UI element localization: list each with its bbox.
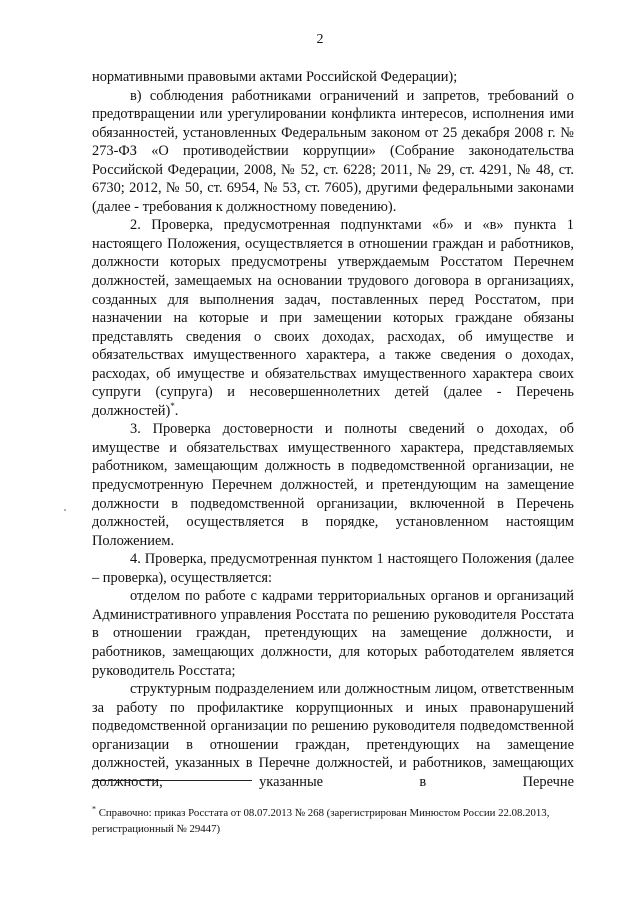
document-body xyxy=(92,68,574,791)
footnote-reference: * xyxy=(170,401,175,412)
page-number: 2 xyxy=(316,32,324,47)
paragraph-1-continuation: нормативными правовыми актами Российской Федерации); xyxy=(92,69,458,85)
margin-speck xyxy=(64,509,66,511)
paragraph-4-item-1: отделом по работе с кадрами территориальных органов и организаций Административного управления Росстата по решению руководителя Росстата в отношении граждан, претендующих на замещение должности, и работников, замещающих должности, для которых работодателем является руководитель Росстата; xyxy=(92,588,574,679)
footnote-separator xyxy=(92,780,252,781)
paragraph-4: 4. Проверка, предусмотренная пунктом 1 настоящего Положения (далее – проверка), осуществляется: xyxy=(92,551,574,586)
paragraph-3: 3. Проверка достоверности и полноты сведений о доходах, об имуществе и обязательствах имущественного характера, представляемых работником, замещающим должность в подведомственной организации, не предусмотренную Перечнем должностей, и претендующим на замещение должности в подведомственной организации, включенной в Перечень должностей, осуществляется в порядке, установленном настоящим Положением. xyxy=(92,421,574,549)
footnote xyxy=(92,805,574,837)
paragraph-1v: в) соблюдения работниками ограничений и запретов, требований о предотвращении или урегулировании конфликта интересов, исполнения ими обязанностей, установленных Федеральным законом от 25 декабря 2008 г. № 273-ФЗ «О противодействии коррупции» (Собрание законодательства Российской Федерации, 2008, № 52, ст. 6228; 2011, № 29, ст. 4291, № 48, ст. 6730; 2012, № 50, ст. 6954, № 53, ст. 7605), другими федеральными законами (далее - требования к должностному поведению). xyxy=(92,87,574,215)
paragraph-4-item-2: структурным подразделением или должностным лицом, ответственным за работу по профилактике коррупционных и иных правонарушений подведомственной организации по решению руководителя подведомственной организации в отношении граждан, претендующих на замещение должностей, указанных в Перечне должностей, и работников, замещающих должности, указанные в Перечне xyxy=(92,681,574,790)
footnote-text: Справочно: приказ Росстата от 08.07.2013 № 268 (зарегистрирован Минюстом России 22.08.2013, регистрационный № 29447) xyxy=(92,807,550,835)
paragraph-2: 2. Проверка, предусмотренная подпунктами «б» и «в» пункта 1 настоящего Положения, осуществляется в отношении граждан и работников, должности которых предусмотрены утверждаемым Росстатом Перечнем должностей, замещаемых на основании трудового договора в организациях, созданных для выполнения задач, поставленных перед Росстатом, при назначении на которые и при замещении которых граждане обязаны представлять сведения о своих доходах, расходах, об имуществе и обязательствах имущественного характера, а также сведения о доходах, расходах, об имуществе и обязательствах имущественного характера своих супруги (супруга) и несовершеннолетних детей (далее - Перечень должностей)*. xyxy=(92,217,574,419)
footnote-mark: * xyxy=(92,804,96,814)
paragraph-2-text: 2. Проверка, предусмотренная подпунктами «б» и «в» пункта 1 настоящего Положения, осуществляется в отношении граждан и работников, должности которых предусмотрены утверждаемым Росстатом Перечнем должностей, замещаемых на основании трудового договора в организациях, созданных для выполнения задач, поставленных перед Росстатом, при назначении на которые и при замещении которых граждане обязаны представлять сведения о своих доходах, расходах, об имуществе и обязательствах имущественного характера, а также сведения о доходах, расходах, об имуществе и обязательствах имущественного характера своих супруги (супруга) и несовершеннолетних детей (далее - Перечень должностей) xyxy=(92,217,574,419)
